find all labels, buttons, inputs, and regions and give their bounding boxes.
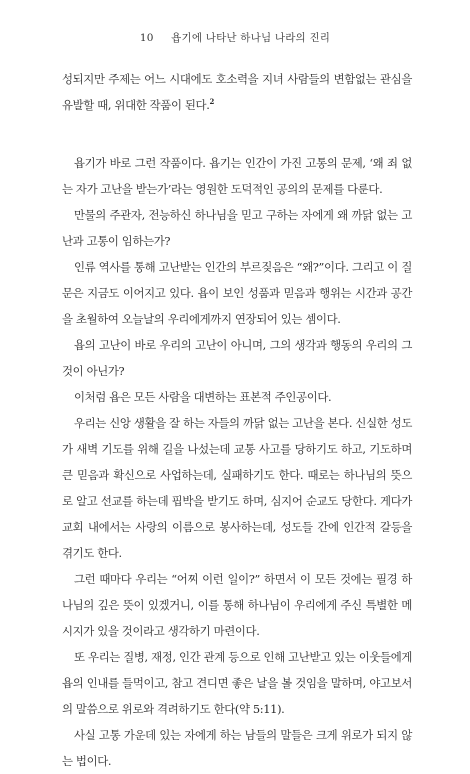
paragraph: 또 우리는 질병, 재정, 인간 관계 등으로 인해 고난받고 있는 이웃들에게 욥의 인내를 들먹이고, 참고 견디면 좋은 날을 볼 것임을 말하며, 야고보서의 말씀으로 위로와 격려하기도 한다(약 5:11). — [62, 650, 412, 716]
paragraph: 인류 역사를 통해 고난받는 인간의 부르짖음은 “왜?”이다. 그리고 이 질문은 지금도 이어지고 있다. 욥이 보인 성품과 믿음과 행위는 시간과 공간을 초월하여 오늘날의 우리에게까지 연장되어 있는 셈이다. — [62, 260, 412, 326]
paragraph: 이처럼 욥은 모든 사람을 대변하는 표본적 주인공이다. — [74, 390, 332, 404]
footnote-marker: 2 — [209, 97, 214, 107]
continued-paragraph-block — [62, 66, 412, 118]
running-header — [0, 30, 470, 45]
paragraph: 만물의 주관자, 전능하신 하나님을 믿고 구하는 자에게 왜 까닭 없는 고난과 고통이 임하는가? — [62, 208, 412, 248]
paragraph: 우리는 신앙 생활을 잘 하는 자들의 까닭 없는 고난을 본다. 신실한 성도가 새벽 기도를 위해 길을 나섰는데 교통 사고를 당하기도 하고, 기도하며 큰 믿음과 확신으로 사업하는데, 실패하기도 한다. 때로는 하나님의 뜻으로 알고 선교를 하는데 핍박을 받기도 하며, 심지어 순교도 당한다. 게다가 교회 내에서는 사랑의 이름으로 봉사하는데, 성도들 간에 인간적 갈등을 겪기도 한다. — [62, 416, 412, 560]
paragraph: 욥기가 바로 그런 작품이다. 욥기는 인간이 가진 고통의 문제, ‘왜 죄 없는 자가 고난을 받는가’라는 영원한 도덕적인 공의의 문제를 다룬다. — [62, 156, 412, 196]
paragraph — [62, 66, 412, 118]
paragraph: 욥의 고난이 바로 우리의 고난이 아니며, 그의 생각과 행동의 우리의 그것이 아닌가? — [62, 338, 412, 378]
paragraph: 그런 때마다 우리는 “어찌 이런 일이?” 하면서 이 모든 것에는 필경 하나님의 깊은 뜻이 있겠거니, 이를 통해 하나님이 우리에게 주신 특별한 메시지가 있을 것이라고 생각하기 마련이다. — [62, 572, 412, 638]
main-text-block — [62, 150, 412, 774]
paragraph: 사실 고통 가운데 있는 자에게 하는 남들의 말들은 크게 위로가 되지 않는 법이다. — [62, 728, 412, 768]
running-title: 욥기에 나타난 하나님 나라의 진리 — [171, 32, 331, 44]
paragraph-text: 성되지만 주제는 어느 시대에도 호소력을 지녀 사람들의 변함없는 관심을 유발할 때, 위대한 작품이 된다. — [62, 72, 412, 112]
page-number: 10 — [139, 32, 154, 44]
